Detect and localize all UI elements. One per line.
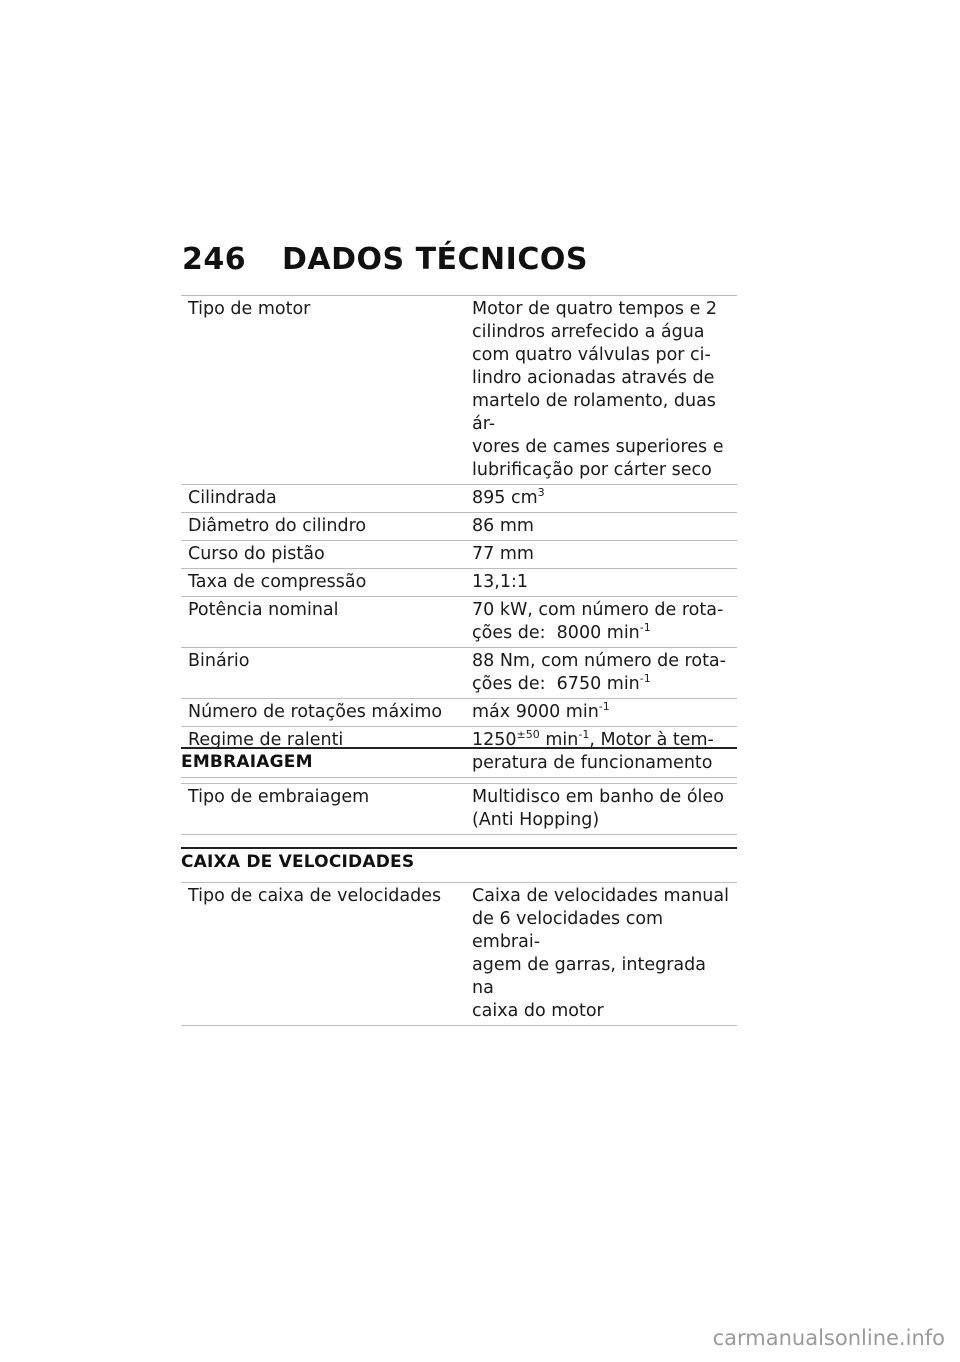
page-header <box>182 242 588 277</box>
table-row <box>181 296 737 485</box>
table-row <box>181 784 737 835</box>
table-row <box>181 569 737 597</box>
spec-value: 895 $cm^3$ <box>472 486 545 508</box>
spec-value: $1250^{\pm 50}$ $\min^{-1}$, Motor à tem- peratura de funcionamento <box>472 728 714 773</box>
table-row <box>181 485 737 513</box>
table-row <box>181 699 737 727</box>
spec-label: Cilindrada <box>188 488 277 508</box>
spec-value: 70 kW, com número de rota- ções de: 8000 $\min^{-1}$ <box>472 600 724 643</box>
table-row <box>181 541 737 569</box>
spec-value: Caixa de velocidades manual de 6 velocidades com embrai- agem de garras, integrada na caixa do motor <box>472 886 729 1021</box>
table-row <box>181 648 737 699</box>
page-number: 246 <box>182 242 247 277</box>
spec-label: Diâmetro do cilindro <box>188 516 367 536</box>
spec-value: 13,1:1 <box>472 572 528 592</box>
table-row <box>181 883 737 1026</box>
spec-label: Número de rotações máximo <box>188 702 443 722</box>
spec-value: Multidisco em banho de óleo (Anti Hopping) <box>472 787 724 830</box>
spec-value: 86 mm <box>472 516 534 536</box>
spec-value: máx 9000 $\min^{-1}$ <box>472 700 610 722</box>
spec-label: Tipo de motor <box>188 299 311 319</box>
engine-spec-table <box>181 295 737 778</box>
section-title-gearbox: CAIXA DE VELOCIDADES <box>181 852 415 872</box>
spec-value: Motor de quatro tempos e 2 cilindros arrefecido a água com quatro válvulas por ci- lindro acionadas através de martelo de rolamento, duas ár- vores de cames superiores e lubrificação por cárter seco <box>472 299 724 480</box>
section-title-clutch: EMBRAIAGEM <box>181 752 313 772</box>
spec-label: Binário <box>188 651 250 671</box>
page-title: DADOS TÉCNICOS <box>282 242 588 277</box>
spec-value: 88 Nm, com número de rota- ções de: 6750 $\min^{-1}$ <box>472 651 726 694</box>
table-row <box>181 513 737 541</box>
clutch-spec-table <box>181 783 737 835</box>
section-divider <box>181 747 737 749</box>
section-divider <box>181 847 737 849</box>
table-row <box>181 597 737 648</box>
spec-label: Curso do pistão <box>188 544 325 564</box>
spec-label: Tipo de caixa de velocidades <box>188 886 442 906</box>
spec-label: Tipo de embraiagem <box>188 787 370 807</box>
spec-label: Potência nominal <box>188 600 339 620</box>
spec-value: 77 mm <box>472 544 534 564</box>
spec-label: Regime de ralenti <box>188 730 344 750</box>
gearbox-spec-table <box>181 882 737 1026</box>
spec-label: Taxa de compressão <box>188 572 367 592</box>
watermark: carmanualsonline.info <box>712 1326 945 1350</box>
